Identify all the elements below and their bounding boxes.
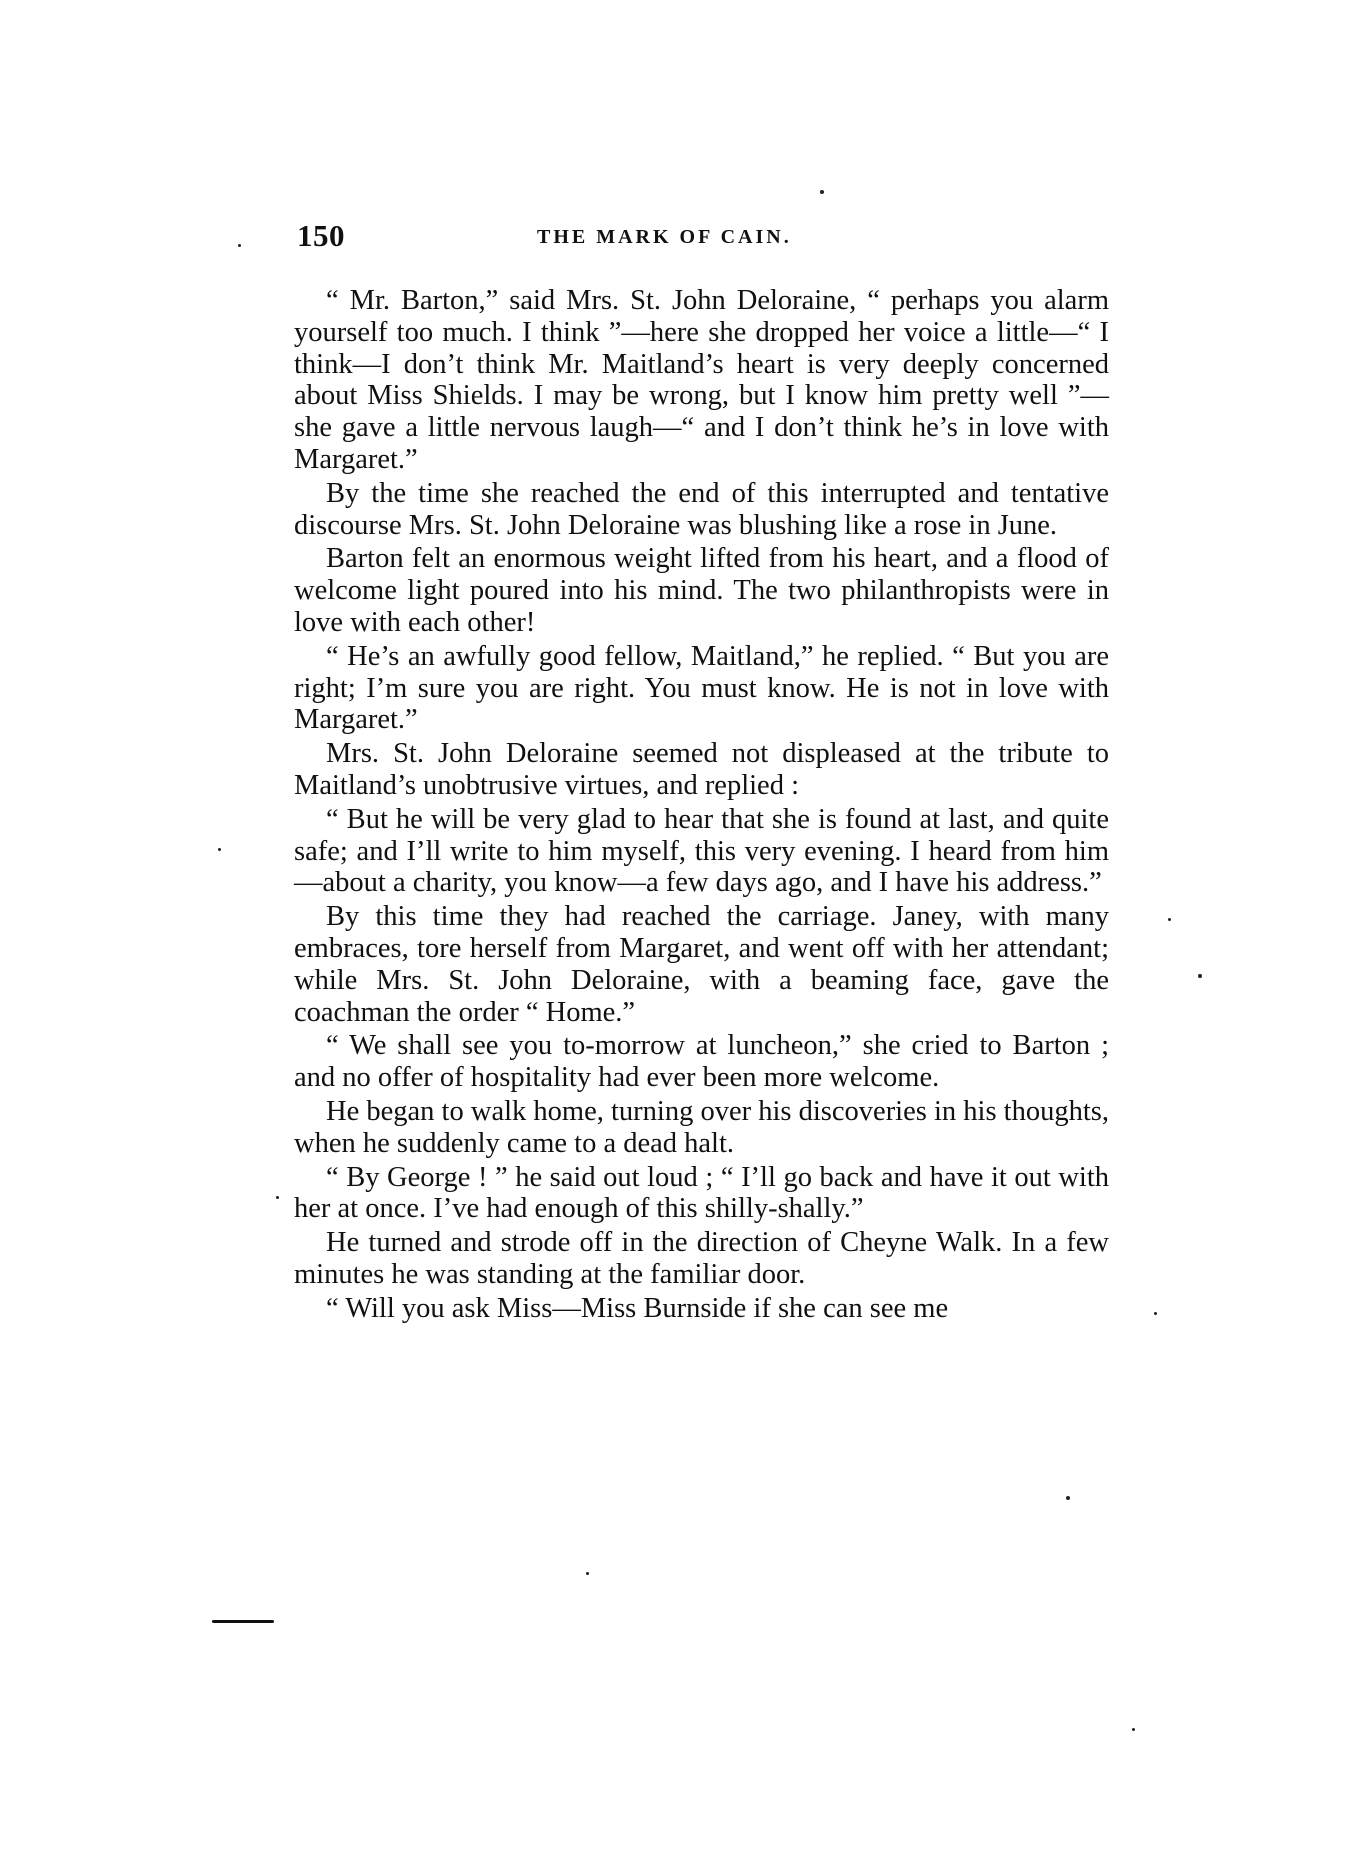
scan-speck: [1154, 1312, 1157, 1315]
paragraph: “ He’s an awfully good fellow, Maitland,” he replied. “ But you are right; I’m sure you are right. You must know. He is not in love with Margaret.”: [294, 640, 1109, 736]
paragraph: “ Will you ask Miss—Miss Burnside if she can see me: [326, 1292, 949, 1324]
page-header: [297, 218, 1107, 258]
paragraph: By the time she reached the end of this interrupted and tentative discourse Mrs. St. John Deloraine was blushing like a rose in June.: [294, 477, 1109, 541]
scan-speck: [276, 1196, 279, 1199]
page-number: 150: [297, 218, 345, 253]
running-title: THE MARK OF CAIN.: [537, 226, 792, 248]
paragraph: “ We shall see you to-morrow at luncheon,” she cried to Barton ; and no offer of hospitality had ever been more welcome.: [294, 1030, 1109, 1094]
paragraph: He turned and strode off in the direction of Cheyne Walk. In a few minutes he was standing at the familiar door.: [294, 1227, 1109, 1290]
scan-speck: [586, 1572, 589, 1575]
paragraph: “ Mr. Barton,” said Mrs. St. John Deloraine, “ perhaps you alarm yourself too much. I think ”—here she dropped her voice a little—“ I think—I don’t think Mr. Maitland’s heart is very deeply concerned about Miss Shields. I may be wrong, but I know him pretty well ”—she gave a little nervous laugh—“ and I don’t think he’s in love with Margaret.”: [294, 285, 1109, 475]
paragraph: “ By George ! ” he said out loud ; “ I’ll go back and have it out with her at once. I’ve had enough of this shilly-shally.”: [294, 1161, 1109, 1225]
scan-mark: [212, 1620, 274, 1623]
paragraph: Mrs. St. John Deloraine seemed not displeased at the tribute to Maitland’s unobtrusive virtues, and replied :: [294, 738, 1109, 801]
scan-speck: [1198, 974, 1202, 978]
paragraph: By this time they had reached the carriage. Janey, with many embraces, tore herself from Margaret, and went off with her attendant; while Mrs. St. John Deloraine, with a beaming face, gave the coachman the order “ Home.”: [294, 901, 1109, 1028]
scan-speck: [238, 244, 241, 247]
paragraph: “ But he will be very glad to hear that she is found at last, and quite safe; and I’ll write to him myself, this very evening. I heard from him—about a charity, you know—a few days ago, and I have his address.”: [294, 803, 1109, 899]
paragraph: Barton felt an enormous weight lifted from his heart, and a flood of welcome light poured into his mind. The two philanthropists were in love with each other!: [294, 543, 1109, 638]
scan-speck: [1168, 918, 1171, 921]
scan-speck: [820, 190, 824, 194]
paragraph: He began to walk home, turning over his discoveries in his thoughts, when he suddenly came to a dead halt.: [294, 1095, 1109, 1159]
body-text: [294, 285, 1109, 1327]
scan-speck: [1132, 1728, 1135, 1731]
scan-speck: [218, 848, 221, 851]
scan-speck: [1066, 1496, 1070, 1500]
